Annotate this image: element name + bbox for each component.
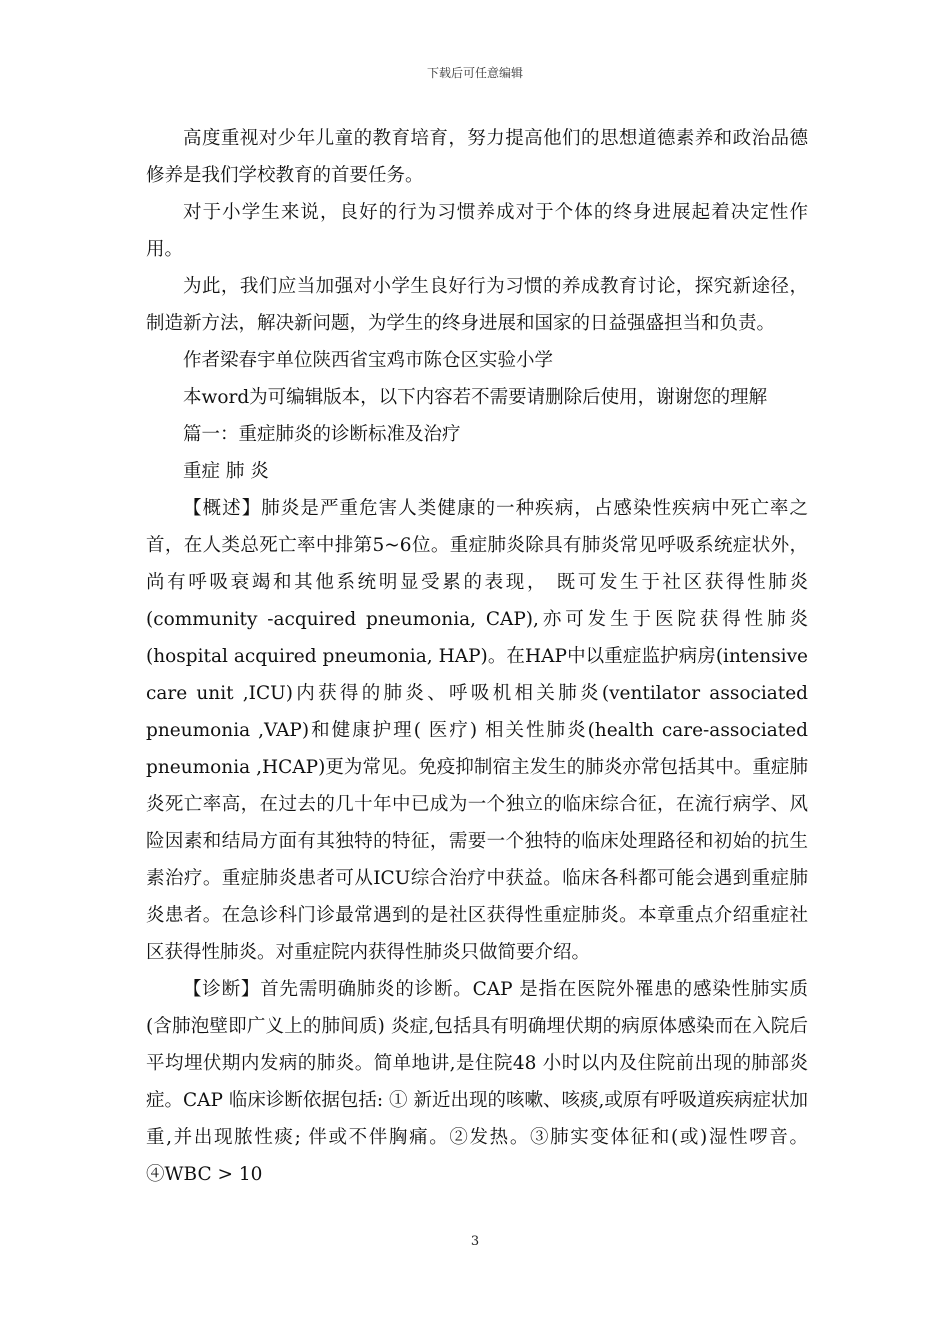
author-line: 作者梁春宇单位陕西省宝鸡市陈仓区实验小学: [183, 350, 554, 371]
paragraph-habits: 对于小学生来说，良好的行为习惯养成对于个体的终身进展起着决定性作用。: [146, 202, 808, 260]
paragraph-education-priority: 高度重视对少年儿童的教育培育，努力提高他们的思想道德素养和政治品德修养是我们学校教育的首要任务。: [146, 128, 808, 186]
page-number: 3: [470, 1234, 480, 1249]
paragraph-conclusion: 为此，我们应当加强对小学生良好行为习惯的养成教育讨论，探究新途径，制造新方法，解决新问题，为学生的终身进展和国家的日益强盛担当和负责。: [146, 276, 808, 334]
editable-note: 本word为可编辑版本，以下内容若不需要请删除后使用，谢谢您的理解: [183, 387, 768, 408]
document-body: [146, 120, 808, 1193]
paragraph-overview: 【概述】肺炎是严重危害人类健康的一种疾病，占感染性疾病中死亡率之首，在人类总死亡率中排第5~6位。重症肺炎除具有肺炎常见呼吸系统症状外，尚有呼吸衰竭和其他系统明显受累的表现， 既可发生于社区获得性肺炎(community -acquired pneumonia, CAP),亦可发生于医院获得性肺炎(hospital acquired pneumonia, HAP)。在HAP中以重症监护病房(intensive care unit ,ICU)内获得的肺炎、呼吸机相关肺炎(ventilator associated pneumonia ,VAP)和健康护理( 医疗) 相关性肺炎(health care‐associated pneumonia ,HCAP)更为常见。免疫抑制宿主发生的肺炎亦常包括其中。重症肺炎死亡率高，在过去的几十年中已成为一个独立的临床综合征，在流行病学、风险因素和结局方面有其独特的特征，需要一个独特的临床处理路径和初始的抗生素治疗。重症肺炎患者可从ICU综合治疗中获益。临床各科都可能会遇到重症肺炎患者。在急诊科门诊最常遇到的是社区获得性重症肺炎。本章重点介绍重症社区获得性肺炎。对重症院内获得性肺炎只做简要介绍。: [146, 498, 808, 963]
page-header: 下载后可任意编辑: [426, 66, 523, 80]
paragraph-diagnosis: 【诊断】首先需明确肺炎的诊断。CAP 是指在医院外罹患的感染性肺实质(含肺泡壁即广义上的肺间质) 炎症,包括具有明确埋伏期的病原体感染而在入院后平均埋伏期内发病的肺炎。简单地讲,是住院48 小时以内及住院前出现的肺部炎症。CAP 临床诊断依据包括: ① 新近出现的咳嗽、咳痰,或原有呼吸道疾病症状加重,并出现脓性痰; 伴或不伴胸痛。②发热。③肺实变体征和(或)湿性啰音。④WBC > 10: [146, 979, 808, 1185]
section-title: 篇一：重症肺炎的诊断标准及治疗: [183, 424, 461, 445]
section-heading: 重症 肺 炎: [183, 461, 269, 482]
